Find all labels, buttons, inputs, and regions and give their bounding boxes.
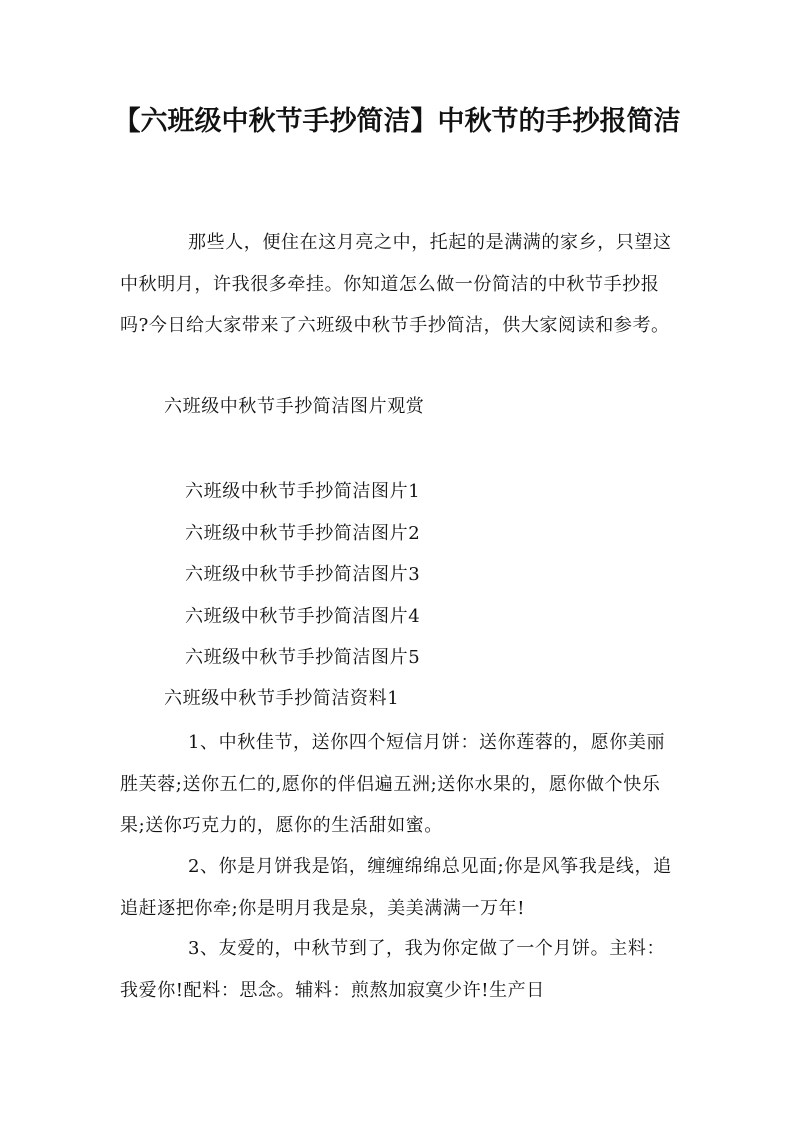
picture-caption: 六班级中秋节手抄简洁图片1	[185, 481, 421, 502]
picture-caption: 六班级中秋节手抄简洁图片5	[185, 647, 421, 668]
material-item: 3、友爱的，中秋节到了，我为你定做了一个月饼。主料：我爱你!配料：思念。辅料：煎熬加寂寞少许!生产日	[120, 938, 666, 1001]
material-heading: 六班级中秋节手抄简洁资料1	[164, 688, 400, 709]
picture-caption: 六班级中秋节手抄简洁图片2	[185, 522, 421, 544]
document-title: 【六班级中秋节手抄简洁】中秋节的手抄报简洁	[113, 106, 681, 137]
intro-paragraph: 那些人，便住在这月亮之中，托起的是满满的家乡，只望这中秋明月，许我很多牵挂。你知道怎么做一份简洁的中秋节手抄报吗?今日给大家带来了六班级中秋节手抄简洁，供大家阅读和参考。	[120, 232, 672, 336]
picture-list	[185, 471, 420, 679]
gallery-heading: 六班级中秋节手抄简洁图片观赏	[164, 396, 425, 417]
picture-caption: 六班级中秋节手抄简洁图片4	[185, 605, 421, 627]
picture-caption: 六班级中秋节手抄简洁图片3	[185, 564, 421, 585]
material-item: 1、中秋佳节，送你四个短信月饼：送你莲蓉的，愿你美丽胜芙蓉;送你五仁的,愿你的伴侣遍五洲;送你水果的，愿你做个快乐果;送你巧克力的，愿你的生活甜如蜜。	[120, 732, 666, 836]
material-item: 2、你是月饼我是馅，缠缠绵绵总见面;你是风筝我是线，追追赶逐把你牵;你是明月我是泉，美美满满一万年!	[120, 856, 672, 919]
